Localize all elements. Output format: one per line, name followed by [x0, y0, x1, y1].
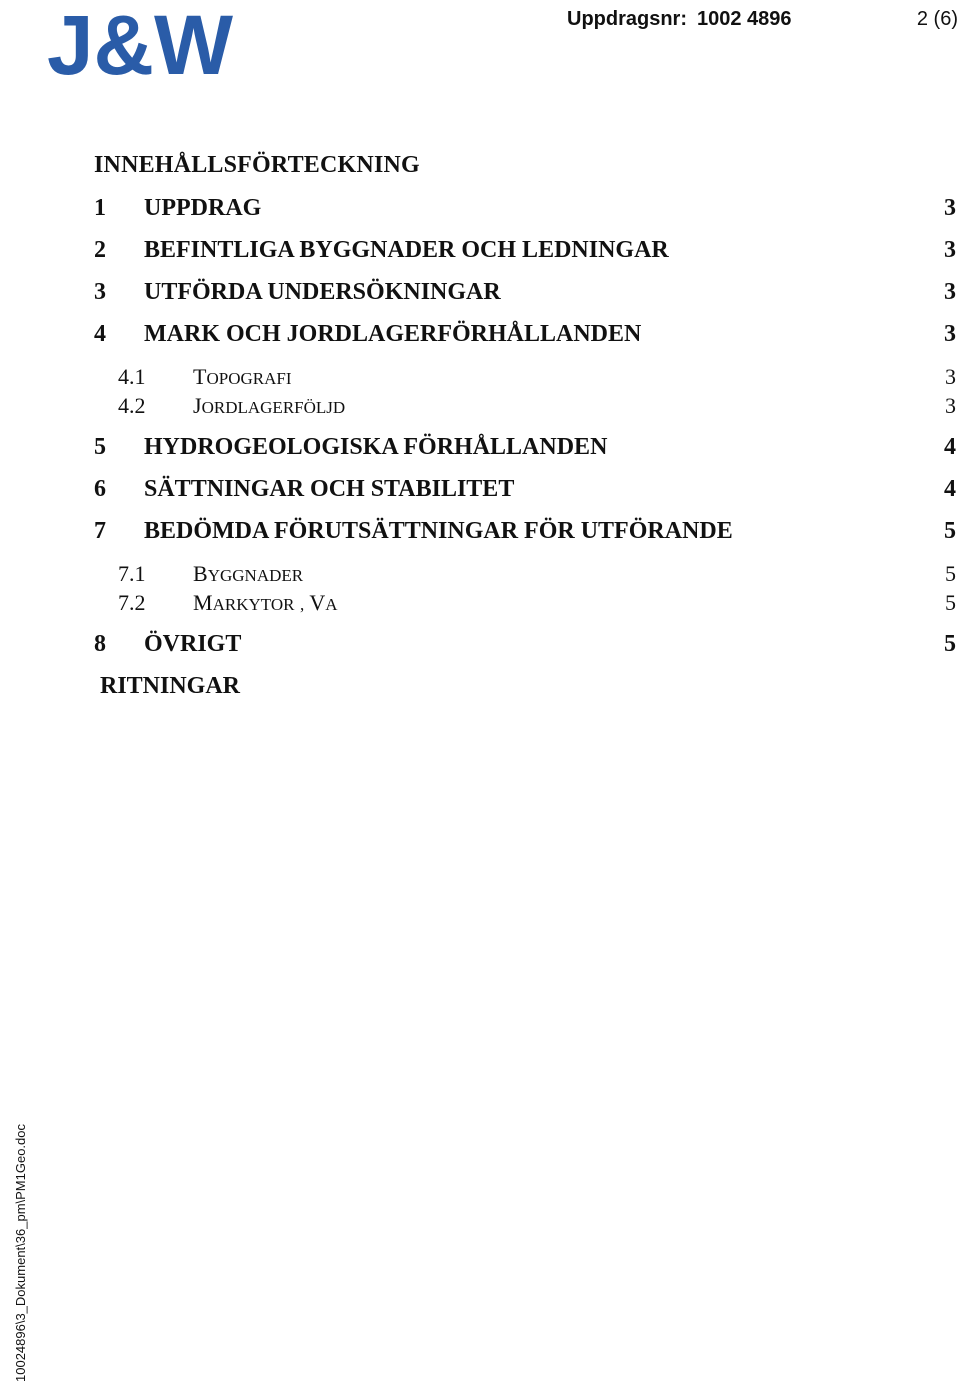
toc-entry-page: 3 [945, 364, 956, 389]
toc-entry-title: BEDÖMDA FÖRUTSÄTTNINGAR FÖR UTFÖRANDE [144, 518, 733, 544]
toc-entry[interactable] [94, 590, 956, 619]
toc-entry-number: 3 [94, 279, 106, 305]
logo-text: J&W [47, 6, 234, 78]
toc-entry-number: 8 [94, 631, 106, 657]
assignment-number [567, 8, 792, 31]
toc-entry[interactable] [94, 518, 956, 560]
toc-entry-title: SÄTTNINGAR OCH STABILITET [144, 476, 515, 502]
toc-entry-page: 5 [945, 561, 956, 586]
toc-entry-number: 7.2 [118, 590, 146, 615]
toc-entry[interactable] [94, 631, 956, 673]
toc-entry-page: 3 [945, 393, 956, 418]
toc-entry-number: 7 [94, 518, 106, 544]
table-of-contents [94, 195, 956, 715]
toc-entry-title: MARK OCH JORDLAGERFÖRHÅLLANDEN [144, 321, 642, 347]
toc-entry-title: UTFÖRDA UNDERSÖKNINGAR [144, 279, 501, 305]
toc-entry-page: 4 [944, 434, 956, 460]
toc-entry-page: 3 [944, 279, 956, 305]
toc-entry[interactable] [94, 561, 956, 590]
toc-entry-title: HYDROGEOLOGISKA FÖRHÅLLANDEN [144, 434, 608, 460]
footer-file-path: 10024896\3_Dokument\36_pm\PM1Geo.doc [13, 1123, 28, 1382]
toc-entry[interactable] [94, 279, 956, 321]
toc-entry-title: UPPDRAG [144, 195, 262, 221]
toc-entry-number: 6 [94, 476, 106, 502]
toc-entry-page: 3 [944, 237, 956, 263]
toc-entry-page: 4 [944, 476, 956, 502]
toc-entry-title: BEFINTLIGA BYGGNADER OCH LEDNINGAR [144, 237, 669, 263]
toc-entry-number: 4.1 [118, 364, 146, 389]
toc-entry[interactable] [94, 364, 956, 393]
toc-entry-title: MARKYTOR , VA [193, 590, 338, 615]
toc-entry-number: 2 [94, 237, 106, 263]
assignment-label: Uppdragsnr: [567, 8, 687, 30]
toc-entry[interactable] [94, 434, 956, 476]
assignment-value: 1002 4896 [697, 8, 792, 30]
toc-entry-title: TOPOGRAFI [193, 364, 292, 389]
toc-entry[interactable] [94, 195, 956, 237]
toc-entry-page: 3 [944, 321, 956, 347]
toc-entry-number: 1 [94, 195, 106, 221]
toc-entry[interactable] [94, 321, 956, 363]
toc-entry-number: 4 [94, 321, 106, 347]
toc-entry-title: RITNINGAR [100, 673, 241, 699]
toc-entry-title: JORDLAGERFÖLJD [193, 393, 346, 418]
toc-entry-number: 7.1 [118, 561, 146, 586]
toc-entry[interactable] [94, 237, 956, 279]
toc-entry-page: 3 [944, 195, 956, 221]
toc-entry[interactable] [94, 476, 956, 518]
toc-entry-title: ÖVRIGT [144, 631, 242, 657]
toc-entry-number: 4.2 [118, 393, 146, 418]
toc-entry-page: 5 [944, 518, 956, 544]
page-indicator: 2 (6) [916, 8, 958, 30]
toc-entry[interactable] [94, 673, 956, 715]
toc-entry[interactable] [94, 393, 956, 422]
toc-entry-title: BYGGNADER [193, 561, 304, 586]
company-logo [47, 6, 235, 78]
toc-heading: INNEHÅLLSFÖRTECKNING [94, 152, 420, 178]
toc-entry-page: 5 [944, 631, 956, 657]
toc-entry-page: 5 [945, 590, 956, 615]
toc-entry-number: 5 [94, 434, 106, 460]
